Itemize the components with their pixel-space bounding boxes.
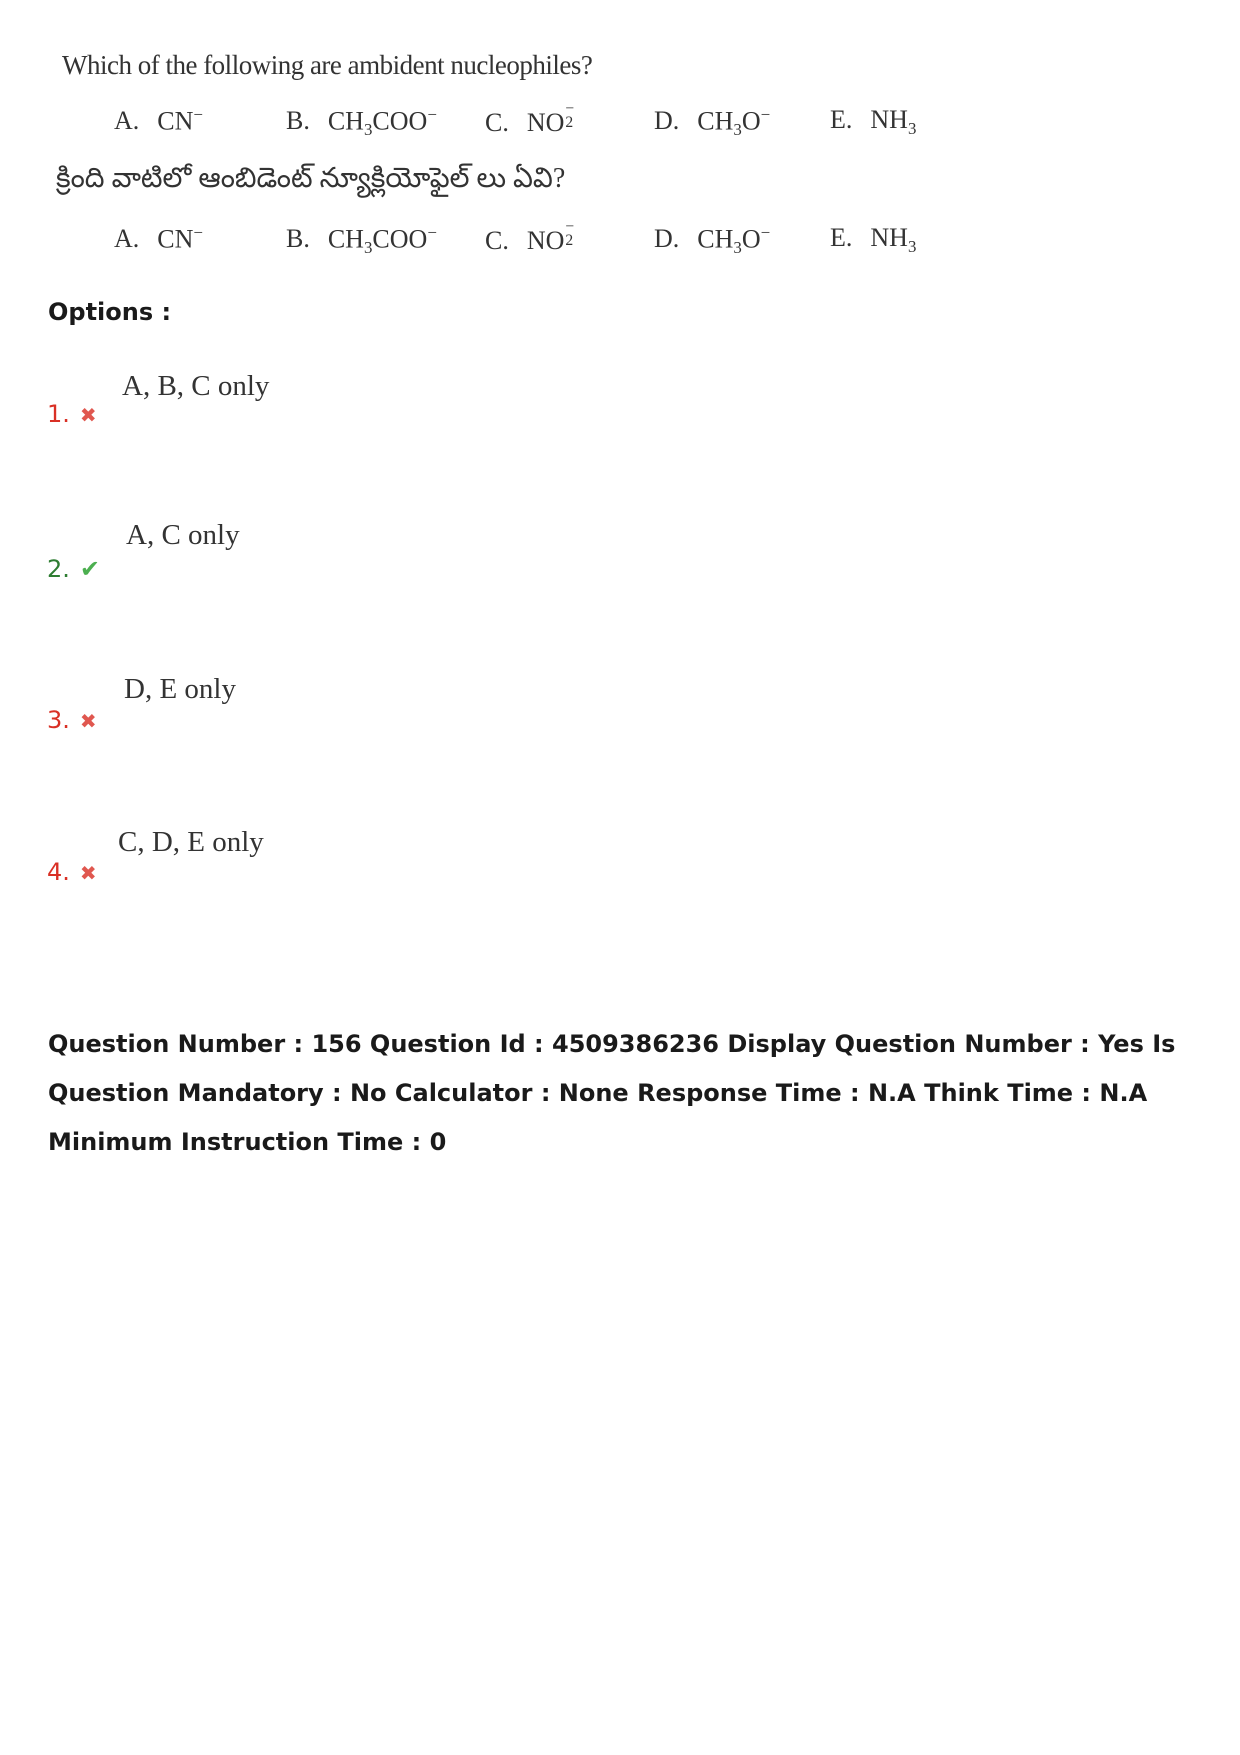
choice-c: C. NO − 2 [485,217,575,255]
choice-e: E. $NH_3$ [830,223,917,256]
option-number: 1. ✖ [47,400,97,428]
cross-icon: ✖ [79,861,97,885]
choice-b: B. $CH_3COO^-$ [286,223,437,258]
question-text-english: Which of the following are ambident nucleophiles? [62,50,593,80]
option-number: 3. ✖ [47,706,97,734]
option-number: 2. ✔ [47,555,101,583]
option-text: C, D, E only [118,826,264,858]
option-number: 4. ✖ [47,858,97,886]
cross-icon: ✖ [79,709,97,733]
option-text: A, C only [126,519,240,551]
choice-a: A. CN− [114,105,203,136]
check-icon: ✔ [79,555,101,583]
choice-d: D. $CH_3O^-$ [654,223,771,258]
choices-row-telugu [0,217,1240,263]
choice-b: B. $CH_3COO^-$ [286,105,437,140]
choice-e: E. $NH_3$ [830,105,917,138]
option-text: A, B, C only [122,370,270,402]
choice-a: A. CN− [114,223,203,254]
question-metadata: Question Number : 156 Question Id : 4509386236 Display Question Number : Yes Is Question Mandatory : No Calculator : None Response Time : N.A Think Time : N.A Minimum Instruction Time : 0 [48,1030,1176,1156]
cross-icon: ✖ [79,403,97,427]
choices-row-english [0,99,1240,145]
option-text: D, E only [124,673,236,705]
choice-c: C. NO − 2 [485,99,575,137]
options-label: Options : [48,298,172,326]
choice-d: D. $CH_3O^-$ [654,105,771,140]
question-text-telugu: క్రింది వాటిలో ఆంబిడెంట్ న్యూక్లియోఫైల్ లు ఏవి? [56,163,566,194]
